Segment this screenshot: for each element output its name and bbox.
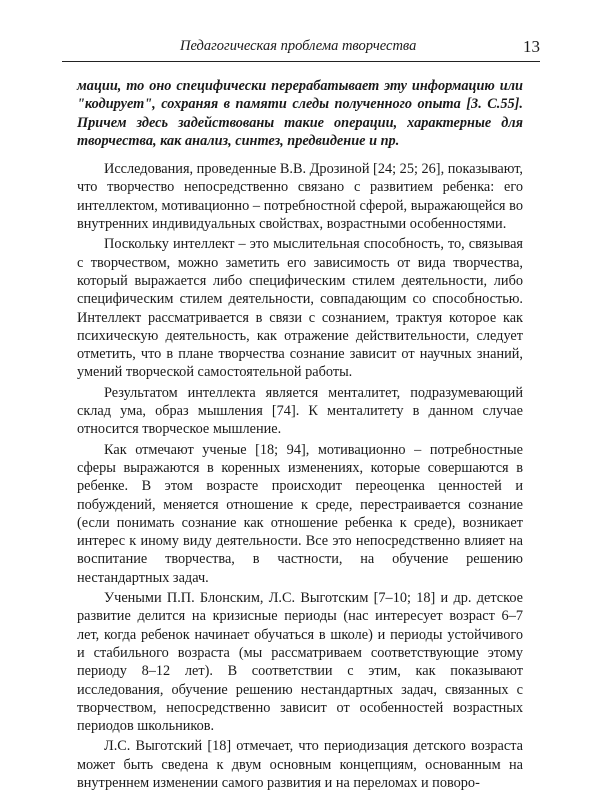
running-header <box>62 24 540 74</box>
page-number: 13 <box>523 37 540 56</box>
running-header-title: Педагогическая проблема творчества <box>180 38 417 54</box>
body-paragraph: Исследования, проведенные В.В. Дрозиной [24; 25; 26], показывают, что творчество непосредственно связано с развитием ребенка: его интеллектом, мотивационно – потребностной сферой, выражающейся во внутренних индивидуальных свойствах, возрастными особенностями. <box>77 161 523 233</box>
text-body <box>77 77 523 794</box>
body-paragraph: Как отмечают ученые [18; 94], мотивационно – потребностные сферы выражаются в коренных изменениях, которые совершаются в ребенке. В этом возрасте происходит переоценка ценностей и побуждений, меняется отношение к среде, перестраивается сознание (если понимать сознание как отношение ребенка к среде), возникает интерес к иному виду деятельности. Все это непосредственно влияет на воспитание творчества, в частности, на обучение решению нестандартных задач. <box>77 441 523 586</box>
lead-paragraph: мации, то оно специфически перерабатывает эту информацию или "кодирует", сохраняя в памяти следы полученного опыта [3. С.55]. Причем здесь задействованы такие операции, характерные для творчества, как анализ, синтез, предвидение и пр. <box>77 78 523 149</box>
body-paragraph: Результатом интеллекта является менталитет, подразумевающий склад ума, образ мышления [74]. К менталитету в данном случае относится творческое мышление. <box>77 384 523 438</box>
header-rule <box>62 61 540 62</box>
body-paragraph: Учеными П.П. Блонским, Л.С. Выготским [7–10; 18] и др. детское развитие делится на кризисные периоды (нас интересует возраст 6–7 лет, когда ребенок начинает обучаться в школе) и периоды устойчивого и стабильного возраста (мы рассматриваем соответствующие этому периоду 8–12 лет). В соответствии с этим, как показывают исследования, обучение решению нестандартных задач, связанных с творчеством, непосредственно зависит от особенностей возрастных периодов школьников. <box>77 590 523 735</box>
body-paragraph: Л.С. Выготский [18] отмечает, что периодизация детского возраста может быть сведена к двум основным концепциям, основанным на внутреннем изменении самого развития и на переломах и поворо- <box>77 738 523 791</box>
body-paragraph: Поскольку интеллект – это мыслительная способность, то, связывая с творчеством, можно заметить его зависимость от вида творчества, который выражается либо специфическим стилем деятельности, либо специфическим стилем деятельности, совпадающим со способностью. Интеллект рассматривается в связи с сознанием, трактуя которое как психическую деятельность, как отражение действительности, следует отметить, что в плане творчества сознание зависит от научных знаний, умений творческой самостоятельной работы. <box>77 236 523 381</box>
